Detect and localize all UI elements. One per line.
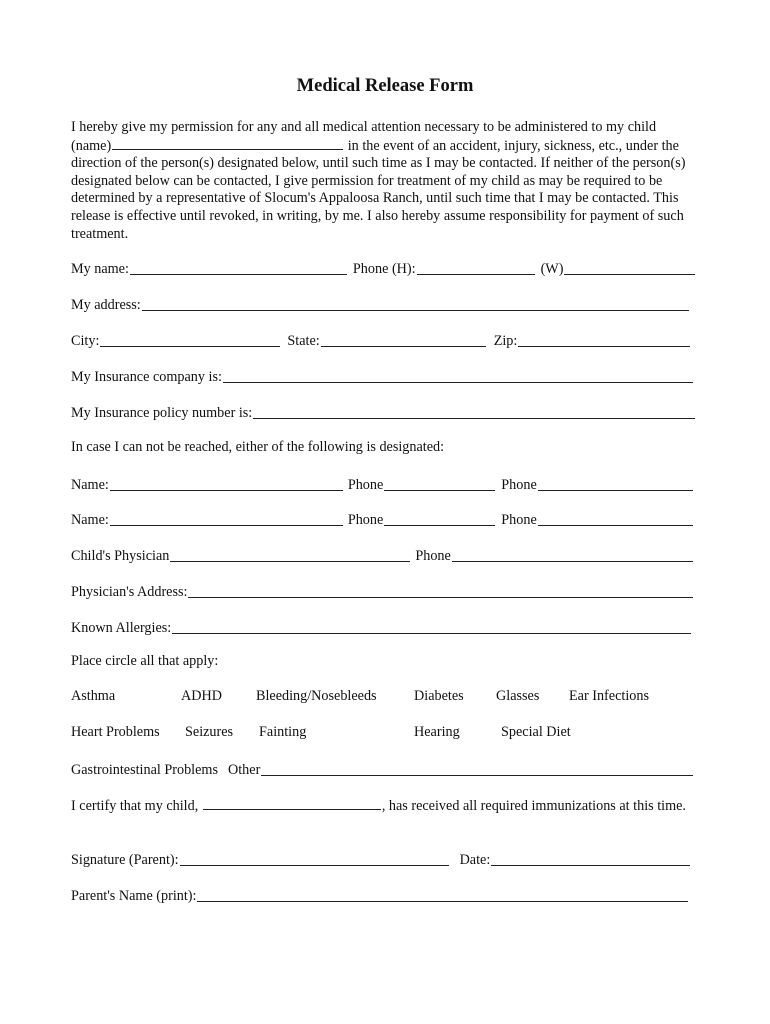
designee-row [71,474,693,494]
date-field[interactable] [491,850,690,866]
designee-phone-field[interactable] [538,475,693,491]
my-name-label: My name: [71,261,129,277]
form-title: Medical Release Form [296,76,474,96]
designee-phone-label: Phone [501,477,537,493]
physician-address-field[interactable] [188,582,693,598]
insurance-company-row [71,366,693,386]
physician-row [71,545,693,565]
parent-name-label: Parent's Name (print): [71,888,197,904]
phone-work-field[interactable] [564,259,695,275]
designated-instruction: In case I can not be reached, either of the following is designated: [71,439,445,455]
condition-other-label[interactable]: Other [227,762,261,778]
state-label: State: [287,333,320,349]
insurance-policy-row [71,402,695,422]
designee-name-label: Name: [71,477,109,493]
designee-name-label: Name: [71,512,109,528]
my-name-field[interactable] [130,259,347,275]
insurance-company-field[interactable] [223,367,693,383]
city-label: City: [71,333,100,349]
condition-special-diet[interactable]: Special Diet [501,724,571,740]
state-field[interactable] [321,331,486,347]
certify-end: , has received all required immunizations at this time. [381,798,686,814]
condition-heart-problems[interactable]: Heart Problems [71,724,160,740]
conditions-row-other [71,759,693,779]
designee-row [71,509,693,529]
parent-name-field[interactable] [197,886,688,902]
designee-phone-field[interactable] [384,475,495,491]
condition-seizures[interactable]: Seizures [185,724,234,740]
phone-home-field[interactable] [417,259,535,275]
child-name-field[interactable] [112,137,343,150]
designee-phone-label: Phone [347,477,384,493]
insurance-policy-field[interactable] [253,403,695,419]
physician-address-row [71,581,693,601]
physician-address-label: Physician's Address: [71,584,188,600]
designee-name-field[interactable] [110,475,343,491]
physician-label: Child's Physician [71,548,170,564]
condition-adhd[interactable]: ADHD [181,688,222,704]
insurance-company-label: My Insurance company is: [71,369,222,385]
signature-row [71,849,690,869]
parent-name-row [71,885,688,905]
date-label: Date: [459,852,491,868]
zip-label: Zip: [493,333,518,349]
signature-field[interactable] [180,850,449,866]
zip-field[interactable] [518,331,690,347]
physician-phone-field[interactable] [452,546,693,562]
physician-phone-label: Phone [415,548,451,564]
condition-hearing[interactable]: Hearing [414,724,460,740]
designee-name-field[interactable] [110,510,343,526]
condition-fainting[interactable]: Fainting [259,724,307,740]
address-label: My address: [71,297,141,313]
phone-home-label: Phone (H): [352,261,416,277]
allergies-label: Known Allergies: [71,620,172,636]
condition-other-field[interactable] [261,760,693,776]
address-row [71,294,689,314]
condition-diabetes[interactable]: Diabetes [414,688,464,704]
my-name-row [71,258,695,278]
condition-asthma[interactable]: Asthma [71,688,116,704]
phone-work-label: (W) [540,261,564,277]
physician-field[interactable] [170,546,410,562]
address-field[interactable] [142,295,689,311]
release-paragraph [71,119,699,243]
allergies-field[interactable] [172,618,691,634]
city-state-zip-row [71,330,690,350]
certify-start: I certify that my child, [71,798,202,814]
circle-instruction: Place circle all that apply: [71,653,219,669]
condition-bleeding-nosebleeds[interactable]: Bleeding/Nosebleeds [256,688,377,704]
condition-glasses[interactable]: Glasses [496,688,540,704]
designee-phone-label: Phone [347,512,384,528]
immunization-certification [71,797,691,816]
condition-ear-infections[interactable]: Ear Infections [569,688,649,704]
insurance-policy-label: My Insurance policy number is: [71,405,253,421]
designee-phone-field[interactable] [384,510,495,526]
release-paragraph-rest: in the event of an accident, injury, sickness, etc., under the direction of the person(s) designated below, until such time as I may be contacted. If neither of the person(s) designated below can be contacted, I give permission for treatment of my child as may be required to be determined by a representative of Slocum's Appaloosa Ranch, until such time that I may be contacted. This release is effective until revoked, in writing, by me. I also hereby assume responsibility for payment of such treatment. [71,137,686,242]
signature-label: Signature (Parent): [71,852,179,868]
designee-phone-field[interactable] [538,510,693,526]
certify-child-name-field[interactable] [203,797,381,810]
designee-phone-label: Phone [501,512,537,528]
allergies-row [71,617,691,637]
city-field[interactable] [100,331,280,347]
release-paragraph-start: I hereby give my permission for any and all medical attention necessary to be administered to my child (name) [71,119,657,154]
condition-gastrointestinal[interactable]: Gastrointestinal Problems [71,762,218,778]
